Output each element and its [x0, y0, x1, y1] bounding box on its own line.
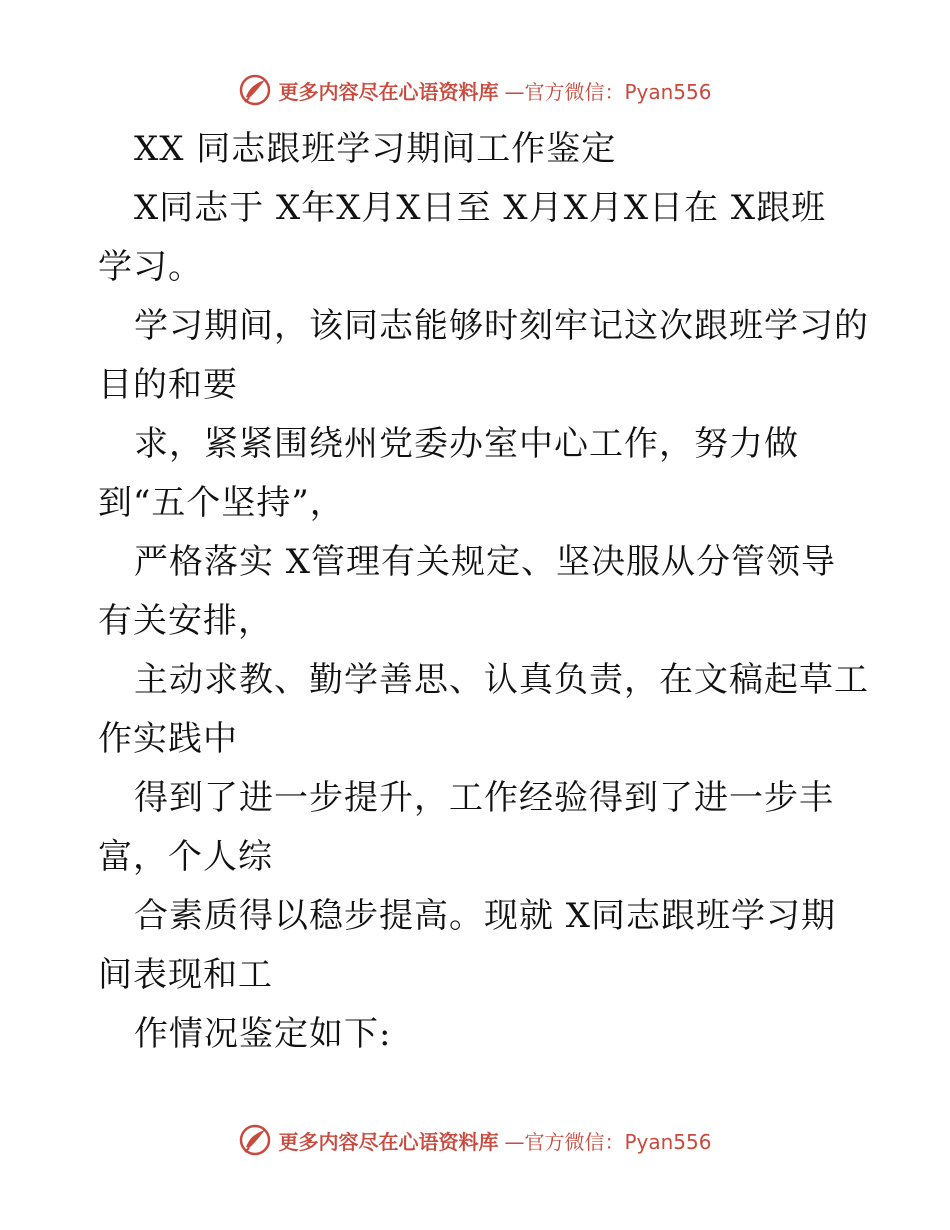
paragraph-line: 严格落实 X管理有关规定、坚决服从分管领导: [134, 542, 837, 582]
footer-banner-suffix: —官方微信：Pyan556: [504, 1129, 712, 1154]
footer-watermark-banner: [0, 1120, 950, 1160]
header-banner-suffix: —官方微信：Pyan556: [504, 79, 712, 104]
document-body: [98, 120, 869, 1064]
paragraph-line: 学习。: [98, 247, 203, 287]
paragraph-line: 富，个人综: [98, 837, 273, 877]
paragraph-line: 到“五个坚持”，: [98, 483, 345, 523]
quill-logo-icon: [238, 1123, 272, 1157]
paragraph-line: 作实践中: [98, 719, 238, 759]
paragraph-line: 合素质得以稳步提高。现就 X同志跟班学习期: [134, 896, 837, 936]
quill-logo-icon: [238, 73, 272, 107]
header-watermark-banner: [0, 70, 950, 110]
paragraph-line: 目的和要: [98, 365, 238, 405]
paragraph-line: 有关安排，: [98, 601, 273, 641]
paragraph-line: 主动求教、勤学善思、认真负责，在文稿起草工: [134, 660, 869, 700]
footer-banner-prefix: 更多内容尽在心语资料库: [278, 1129, 499, 1154]
paragraph-line: 学习期间，该同志能够时刻牢记这次跟班学习的: [134, 306, 869, 346]
paragraph-line: 作情况鉴定如下:: [134, 1014, 392, 1054]
paragraph-line: X同志于 X年X月X日至 X月X月X日在 X跟班: [134, 188, 827, 228]
document-title: XX 同志跟班学习期间工作鉴定: [134, 129, 617, 169]
paragraph-line: 求，紧紧围绕州党委办室中心工作，努力做: [134, 424, 799, 464]
paragraph-line: 间表现和工: [98, 955, 273, 995]
paragraph-line: 得到了进一步提升，工作经验得到了进一步丰: [134, 778, 834, 818]
header-banner-prefix: 更多内容尽在心语资料库: [278, 79, 499, 104]
